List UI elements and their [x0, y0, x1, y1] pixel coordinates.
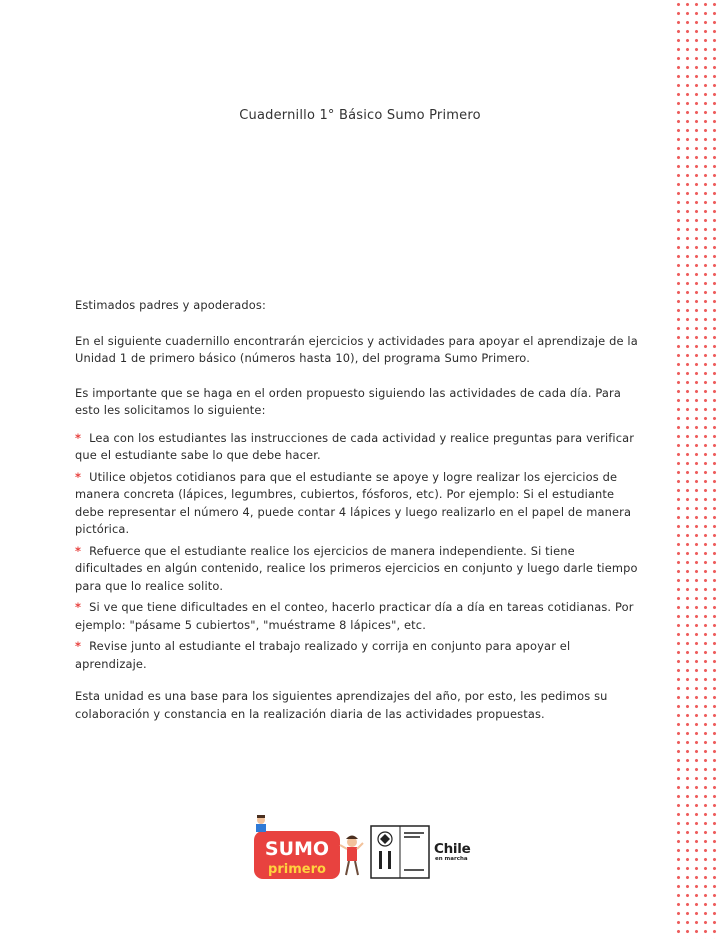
list-item: [75, 430, 640, 465]
list-item-text: Lea con los estudiantes las instrucciones de cada actividad y realice preguntas para verificar que el estudiante sabe lo que debe hacer.: [75, 430, 635, 462]
list-item: [75, 638, 640, 673]
list-item-text: Refuerce que el estudiante realice los ejercicios de manera independiente. Si tiene dificultades en algún contenido, realice los primeros ejercicios en conjunto y luego darle tiempo para que lo realice solito.: [75, 543, 638, 593]
list-item: [75, 469, 640, 539]
sumo-word: SUMO: [264, 838, 330, 860]
greeting: Estimados padres y apoderados:: [75, 298, 266, 312]
intro-paragraph: En el siguiente cuadernillo encontrarán ejercicios y actividades para apoyar el aprendizaje de la Unidad 1 de primero básico (números hasta 10), del programa Sumo Primero.: [75, 333, 638, 365]
bullet-icon: *: [75, 469, 82, 484]
bullet-icon: *: [75, 543, 82, 558]
sumo-primero-logo: [250, 815, 366, 881]
chile-en-marcha-logo: [434, 841, 482, 867]
bullet-icon: *: [75, 639, 82, 653]
document-body: [75, 297, 640, 723]
document-title: Cuadernillo 1° Básico Sumo Primero: [239, 108, 481, 123]
list-item-text: Utilice objetos cotidianos para que el estudiante se apoye y logre realizar los ejercicios de manera concreta (lápices, legumbres, cubiertos, fósforos, etc). Por ejemplo: Si el estudiante debe representar el número 4, puede contar 4 lápices y luego realizarlo en el papel de manera pictórica.: [75, 469, 632, 536]
footer-logos: [250, 815, 480, 885]
chile-word: Chile: [434, 841, 471, 857]
bullet-icon: *: [75, 600, 82, 614]
bullet-icon: *: [75, 430, 82, 445]
ministry-of-education-logo: [370, 825, 430, 879]
list-item-text: Si ve que tiene dificultades en el conteo, hacerlo practicar día a día en tareas cotidianas. Por ejemplo: "pásame 5 cubiertos", "muéstrame 8 lápices", etc.: [75, 600, 634, 632]
closing-paragraph: Esta unidad es una base para los siguientes aprendizajes del año, por esto, les pedimos su colaboración y constancia en la realización diaria de las actividades propuestas.: [75, 689, 608, 721]
list-item: [75, 543, 640, 596]
decorative-dot-border: [672, 0, 720, 939]
chile-subtitle: en marcha: [435, 856, 468, 862]
list-item-text: Revise junto al estudiante el trabajo realizado y corrija en conjunto para apoyar el aprendizaje.: [75, 639, 571, 671]
importance-paragraph: Es importante que se haga en el orden propuesto siguiendo las actividades de cada día. Para esto les solicitamos lo siguiente:: [75, 385, 622, 417]
list-item: [75, 599, 640, 634]
primero-word: primero: [268, 862, 326, 877]
instructions-list: [75, 430, 640, 674]
